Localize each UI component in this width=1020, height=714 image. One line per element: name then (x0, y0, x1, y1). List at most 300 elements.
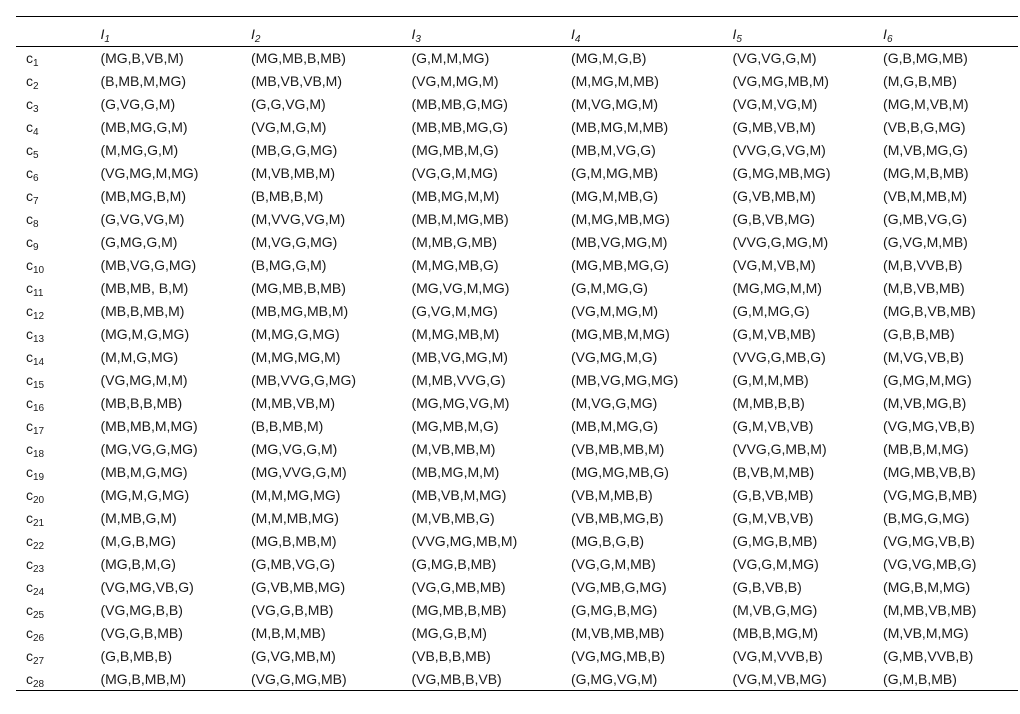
table-cell: (VG,MG,M,G) (570, 349, 658, 365)
table-row (16, 645, 1018, 668)
table-cell: (M,VVG,VG,M) (251, 211, 346, 227)
table-cell: (MG,M,B,MB) (883, 165, 969, 181)
table-row (16, 530, 1018, 553)
table-row (16, 392, 1018, 415)
table-row (16, 622, 1018, 645)
table-body (16, 47, 1018, 691)
table-cell: (G,M,VB,VB) (732, 418, 814, 434)
table-cell: (G,M,VB,VB) (732, 510, 814, 526)
table-cell: (G,MG,B,MG) (570, 602, 658, 618)
table-row (16, 254, 1018, 277)
row-label-symbol: c (26, 648, 33, 664)
row-label-subscript: 11 (33, 288, 44, 299)
row-label (16, 162, 100, 185)
table-cell: (B,MG,G,M) (251, 257, 327, 273)
table-cell: (G,MG,VG,M) (571, 668, 733, 691)
table-cell: (MB,MG,G,M) (100, 119, 188, 135)
row-label-symbol: c (26, 73, 33, 89)
table-cell: (G,B,MB,B) (100, 648, 173, 664)
row-label (16, 93, 100, 116)
table-cell: (M,M,MB,MG) (251, 510, 339, 526)
row-label (16, 47, 100, 70)
row-label (16, 392, 100, 415)
column-header-symbol: I (251, 26, 255, 42)
table-cell: (G,M,MG,MB) (570, 165, 659, 181)
table-cell: (VB,MB,MB,M) (570, 441, 665, 457)
table-row (16, 507, 1018, 530)
table-cell: (VG,M,VG,M) (732, 96, 818, 112)
table-cell: (VG,MG,VB,G) (100, 579, 194, 595)
row-label-symbol: c (26, 188, 33, 204)
table-cell: (MG,M,MB,G) (570, 188, 659, 204)
row-label (16, 484, 100, 507)
table-header (16, 17, 1018, 47)
column-header-subscript: 6 (886, 34, 893, 45)
table-cell: (MB,VG,MG,M) (411, 349, 508, 365)
table-cell: (MG,VVG,G,M) (251, 464, 347, 480)
table-cell: (VVG,MG,MB,M) (411, 533, 518, 549)
table-cell: (MG,VG,G,M) (251, 441, 338, 457)
table-cell: (MG,VG,M,MG) (411, 280, 510, 296)
row-label-symbol: c (26, 533, 33, 549)
table-cell: (MG,G,B,M) (411, 625, 487, 641)
table-cell: (G,G,VG,M) (251, 96, 326, 112)
table-cell: (VG,MB,B,VB) (411, 668, 571, 691)
table-cell: (M,MB,B,B) (732, 395, 805, 411)
table-cell: (G,M,M,MB) (732, 372, 809, 388)
row-label-symbol: c (26, 579, 33, 595)
row-label-subscript: 19 (33, 472, 45, 483)
table-cell: (G,VG,MB,M) (251, 648, 336, 664)
table-cell: (G,B,MG,MB) (883, 50, 968, 67)
table-cell: (VB,M,MB,B) (570, 487, 653, 503)
table-cell: (G,VG,M,MG) (411, 303, 498, 319)
row-label (16, 300, 100, 323)
row-label-subscript: 5 (33, 150, 39, 161)
table-cell: (VG,M,VVB,B) (732, 648, 823, 664)
table-cell: (M,VG,G,MG) (570, 395, 658, 411)
table-cell: (M,VB,MB,G) (411, 510, 495, 526)
table-cell: (VB,MB,MG,B) (570, 510, 664, 526)
table-cell: (G,VG,VG,M) (100, 211, 185, 227)
table-cell: (VG,G,MB,MB) (411, 579, 506, 595)
table-cell: (VB,B,B,MB) (411, 648, 491, 664)
table-row (16, 346, 1018, 369)
table-cell: (VG,MG,MB,M) (732, 73, 829, 89)
table-cell: (MB,B,B,MB) (100, 395, 183, 411)
table-cell: (VG,MG,VB,B) (883, 418, 975, 434)
table-cell: (B,MB,B,M) (251, 188, 324, 204)
table-cell: (M,MG,M,MB) (570, 73, 659, 89)
table-row (16, 70, 1018, 93)
table-cell: (VG,MG,B,B) (100, 602, 183, 618)
row-label-symbol: c (26, 349, 33, 365)
table-cell: (VG,M,G,M) (251, 119, 327, 135)
table-cell: (VG,MB,G,MG) (570, 579, 667, 595)
table-cell: (MG,MB,MG,G) (570, 257, 669, 273)
table-cell: (VG,M,VB,M) (732, 257, 816, 273)
table-cell: (MG,VG,G,MG) (100, 441, 198, 457)
table-cell: (M,B,M,MB) (251, 625, 326, 641)
table-cell: (VVG,G,MB,G) (732, 349, 826, 365)
table-row (16, 93, 1018, 116)
table-row (16, 461, 1018, 484)
table-cell: (M,VG,VB,B) (883, 349, 964, 365)
column-header-symbol: I (570, 26, 575, 42)
corner-cell (16, 17, 100, 47)
table-cell: (VG,G,B,MB) (100, 625, 183, 641)
row-label-subscript: 22 (33, 541, 45, 552)
table-cell: (MB,VG,MG,M) (570, 234, 668, 250)
row-label-subscript: 13 (33, 334, 45, 345)
row-label-symbol: c (26, 395, 33, 411)
table-cell: (VG,MG,VB,B) (883, 533, 975, 549)
column-header-symbol: I (411, 26, 416, 42)
table-cell: (M,MB,VB,M) (251, 395, 335, 411)
table-cell: (MG,M,VB,M) (883, 96, 969, 112)
row-label-subscript: 18 (33, 449, 45, 460)
table-cell: (VG,M,MG,M) (411, 73, 499, 89)
table-cell: (G,MG,G,M) (100, 234, 178, 250)
table-cell: (MB,MG,MB,M) (251, 303, 349, 319)
row-label-subscript: 10 (33, 265, 45, 276)
table-cell: (VG,M,VB,MG) (733, 668, 884, 691)
table-cell: (VB,B,G,MG) (883, 119, 966, 135)
table-cell: (G,MB,VG,G) (251, 556, 335, 572)
row-label-symbol: c (26, 441, 33, 457)
table-cell: (G,B,VB,B) (732, 579, 802, 595)
table-cell: (VG,G,B,MB) (251, 602, 334, 618)
table-row (16, 599, 1018, 622)
row-label (16, 185, 100, 208)
row-label (16, 599, 100, 622)
table-cell: (VB,M,MB,M) (883, 188, 968, 204)
column-header-symbol: I (883, 26, 887, 42)
row-label-subscript: 1 (33, 58, 39, 70)
row-label-symbol: c (26, 280, 33, 296)
column-header-subscript: 4 (574, 34, 581, 45)
table-row (16, 277, 1018, 300)
row-label-subscript: 20 (33, 495, 45, 506)
table-row (16, 323, 1018, 346)
table-row (16, 415, 1018, 438)
table-row (16, 484, 1018, 507)
row-label (16, 277, 100, 300)
header-row (16, 17, 1018, 47)
table-cell: (VG,MG,MB,B) (570, 648, 666, 664)
table-cell: (MG,MB,M,MG) (570, 326, 670, 342)
table-cell: (VVG,G,MG,M) (732, 234, 829, 250)
table-cell: (MB,MG,B,M) (100, 188, 186, 204)
column-header-i6 (883, 17, 1018, 47)
row-label-symbol: c (26, 602, 33, 618)
table-cell: (G,VG,G,M) (100, 96, 176, 112)
row-label-subscript: 3 (33, 104, 39, 115)
row-label (16, 645, 100, 668)
row-label-symbol: c (26, 625, 33, 641)
table-row (16, 576, 1018, 599)
table-cell: (MB,B,MG,M) (732, 625, 819, 641)
linguistic-ratings-table (16, 16, 1018, 691)
row-label-symbol: c (26, 119, 33, 135)
table-cell: (MB,B,MB,M) (100, 303, 185, 319)
table-row (16, 139, 1018, 162)
row-label-symbol: c (26, 142, 33, 158)
table-row (16, 116, 1018, 139)
table-row (16, 47, 1018, 70)
row-label-subscript: 2 (33, 81, 39, 92)
row-label-subscript: 6 (33, 173, 39, 184)
table-cell: (MB,MB,MG,G) (411, 119, 508, 135)
table-cell: (VVG,G,VG,M) (732, 142, 826, 158)
table-cell: (M,MG,MB,MG) (570, 211, 670, 227)
table-cell: (MG,MG,M,M) (732, 280, 822, 296)
table-cell: (MG,B,VB,M) (100, 50, 184, 67)
table-cell: (G,M,MG,G) (732, 303, 810, 319)
table-cell: (G,B,VB,MG) (732, 211, 815, 227)
row-label-subscript: 15 (33, 380, 45, 391)
table-cell: (M,M,G,MG) (100, 349, 179, 365)
row-label (16, 323, 100, 346)
table-cell: (G,M,VB,MB) (732, 326, 816, 342)
table-cell: (MG,B,M,G) (100, 556, 176, 572)
table-cell: (G,MG,B,MB) (732, 533, 818, 549)
table-cell: (MB,MB, B,M) (100, 280, 189, 296)
row-label (16, 70, 100, 93)
table-cell: (G,VG,M,MB) (883, 234, 968, 250)
row-label-symbol: c (26, 165, 33, 181)
table-cell: (MG,M,G,MG) (100, 326, 190, 342)
table-cell: (MB,VB,M,MG) (411, 487, 507, 503)
row-label-subscript: 25 (33, 610, 45, 621)
table-row (16, 668, 1018, 691)
row-label (16, 438, 100, 461)
table-row (16, 553, 1018, 576)
row-label-subscript: 21 (33, 518, 45, 529)
table-cell: (M,B,VB,MB) (883, 280, 965, 296)
table-cell: (MG,MB,B,MB) (411, 602, 507, 618)
row-label-symbol: c (26, 464, 33, 480)
table-cell: (B,B,MB,M) (251, 418, 324, 434)
table-cell: (M,B,VVB,B) (883, 257, 963, 273)
table-cell: (M,MG,MB,M) (411, 326, 500, 342)
table-cell: (MB,VB,VB,M) (251, 73, 343, 89)
table-row (16, 185, 1018, 208)
column-header-i3 (411, 17, 571, 47)
table-cell: (G,VB,MB,MG) (251, 579, 346, 595)
row-label-subscript: 14 (33, 357, 45, 368)
table-cell: (M,G,B,MG) (100, 533, 176, 549)
table-cell: (G,MB,VVB,B) (883, 648, 974, 664)
table-cell: (M,VB,MB,MB) (570, 625, 665, 641)
row-label (16, 576, 100, 599)
column-header-i4 (571, 17, 733, 47)
table-cell: (M,G,B,MB) (883, 73, 957, 89)
table-row (16, 162, 1018, 185)
table-cell: (MG,MB,B,MB) (251, 280, 346, 296)
column-header-subscript: 3 (415, 34, 421, 45)
row-label-subscript: 8 (33, 219, 39, 230)
table-cell: (M,MB,VVG,G) (411, 372, 506, 388)
table-cell: (MG,B,G,B) (570, 533, 645, 549)
table-row (16, 438, 1018, 461)
row-label-subscript: 17 (33, 426, 45, 437)
table-row (16, 231, 1018, 254)
row-label-symbol: c (26, 372, 33, 388)
table-cell: (MG,B,VB,MB) (883, 303, 976, 319)
column-header-symbol: I (100, 26, 105, 42)
row-label-subscript: 12 (33, 311, 45, 322)
table-cell: (MG,MG,VG,M) (411, 395, 510, 411)
table-cell: (MB,VVG,G,MG) (251, 372, 356, 388)
row-label-subscript: 28 (33, 678, 45, 690)
row-label-symbol: c (26, 211, 33, 227)
row-label-symbol: c (26, 510, 33, 526)
table-cell: (MB,MB,G,MG) (411, 96, 508, 112)
table-cell: (VG,G,M,MG) (732, 556, 819, 572)
row-label-subscript: 24 (33, 587, 45, 598)
table-cell: (B,VB,M,MB) (732, 464, 815, 480)
row-label (16, 231, 100, 254)
table-cell: (VG,MG,M,M) (100, 372, 188, 388)
row-label (16, 139, 100, 162)
table-cell: (MG,B,MB,M) (251, 533, 337, 549)
row-label (16, 254, 100, 277)
row-label (16, 461, 100, 484)
table-cell: (MG,M,G,MG) (100, 487, 190, 503)
row-label (16, 507, 100, 530)
row-label-subscript: 16 (33, 403, 45, 414)
row-label-symbol: c (26, 257, 33, 273)
table-cell: (MG,MB,B,MB) (251, 50, 346, 67)
table-cell: (M,VB,MG,B) (883, 395, 967, 411)
table-cell: (VG,G,M,MB) (570, 556, 656, 572)
table-cell: (G,M,MG,G) (570, 280, 648, 296)
table-cell: (M,MG,G,M) (100, 142, 179, 158)
table-cell: (B,MB,M,MG) (100, 73, 186, 89)
column-header-subscript: 2 (254, 34, 261, 45)
column-header-subscript: 1 (104, 34, 110, 45)
row-label (16, 553, 100, 576)
row-label-subscript: 23 (33, 564, 45, 575)
table-cell: (M,MG,MG,M) (251, 349, 341, 365)
row-label-symbol: c (26, 418, 33, 434)
row-label (16, 622, 100, 645)
row-label (16, 668, 100, 691)
row-label-symbol: c (26, 487, 33, 503)
row-label-symbol: c (26, 556, 33, 572)
table-cell: (M,MG,G,MG) (251, 326, 340, 342)
row-label-symbol: c (26, 96, 33, 112)
table-cell: (MG,MB,M,G) (411, 418, 499, 434)
table-cell: (VG,MG,M,MG) (100, 165, 199, 181)
table-cell: (VG,VG,MB,G) (883, 556, 977, 572)
column-header-symbol: I (732, 26, 737, 42)
table-cell: (M,MG,MB,G) (411, 257, 499, 273)
table-cell: (G,MG,MB,MG) (732, 165, 831, 181)
table-cell: (M,MB,G,M) (100, 510, 177, 526)
table-cell: (MB,M,MG,MB) (411, 211, 509, 227)
table-cell: (G,MB,VG,G) (883, 211, 968, 227)
row-label-symbol: c (26, 50, 33, 67)
row-label (16, 346, 100, 369)
row-label-subscript: 27 (33, 656, 45, 667)
table-cell: (M,VG,G,MG) (251, 234, 338, 250)
table-cell: (B,MG,G,MG) (883, 510, 970, 526)
table-cell: (MG,B,MB,M) (100, 668, 251, 691)
table-cell: (M,VB,G,MG) (732, 602, 818, 618)
row-label-subscript: 7 (33, 196, 39, 207)
table-row (16, 208, 1018, 231)
table-cell: (G,MB,VB,M) (732, 119, 816, 135)
row-label-symbol: c (26, 303, 33, 319)
row-label-symbol: c (26, 670, 33, 687)
row-label (16, 530, 100, 553)
table-row (16, 369, 1018, 392)
row-label-subscript: 4 (33, 127, 39, 138)
row-label (16, 208, 100, 231)
table-cell: (MB,MG,M,MB) (570, 119, 669, 135)
table-cell: (MG,MB,VB,B) (883, 464, 976, 480)
table-cell: (VG,VG,G,M) (732, 50, 817, 67)
row-label-subscript: 9 (33, 242, 39, 253)
table-cell: (MB,MB,M,MG) (100, 418, 198, 434)
table-cell: (G,B,B,MB) (883, 326, 955, 342)
table-cell: (M,VB,MB,M) (411, 441, 496, 457)
row-label-subscript: 26 (33, 633, 45, 644)
table-cell: (M,VB,MB,M) (251, 165, 335, 181)
table-cell: (MB,M,G,MG) (100, 464, 188, 480)
table-cell: (MB,G,G,MG) (251, 142, 338, 158)
table-cell: (G,MG,M,MG) (883, 372, 972, 388)
table-cell: (M,VG,MG,M) (570, 96, 659, 112)
table-row (16, 300, 1018, 323)
table-cell: (M,MB,VB,MB) (883, 602, 977, 618)
row-label (16, 116, 100, 139)
table-cell: (VG,MG,B,MB) (883, 487, 978, 503)
table-cell: (VG,M,MG,M) (570, 303, 659, 319)
row-label-symbol: c (26, 234, 33, 250)
row-label-symbol: c (26, 326, 33, 342)
table-cell: (M,M,MG,MG) (251, 487, 341, 503)
table-cell: (MB,M,MG,G) (570, 418, 659, 434)
table-cell: (M,MB,G,MB) (411, 234, 498, 250)
table-cell: (MG,M,G,B) (570, 50, 647, 67)
column-header-i5 (733, 17, 884, 47)
table-cell: (MG,MB,M,G) (411, 142, 499, 158)
table-cell: (G,VB,MB,M) (732, 188, 816, 204)
column-header-i2 (251, 17, 411, 47)
row-label (16, 415, 100, 438)
table-cell: (M,VB,MG,G) (883, 142, 968, 158)
table-cell: (MB,B,M,MG) (883, 441, 969, 457)
table-cell: (MB,M,VG,G) (570, 142, 656, 158)
table-cell: (MB,VG,G,MG) (100, 257, 197, 273)
table-cell: (VG,G,MG,MB) (251, 668, 411, 691)
table-cell: (MB,MG,M,M) (411, 188, 500, 204)
table-cell: (G,B,VB,MB) (732, 487, 814, 503)
row-label (16, 369, 100, 392)
table-cell: (MG,B,M,MG) (883, 579, 971, 595)
table-cell: (G,MG,B,MB) (411, 556, 497, 572)
table-cell: (M,VB,M,MG) (883, 625, 969, 641)
table-cell: (VG,G,M,MG) (411, 165, 498, 181)
table-cell: (G,M,M,MG) (411, 50, 490, 67)
table-cell: (VVG,G,MB,M) (732, 441, 827, 457)
table-cell: (MB,MG,M,M) (411, 464, 500, 480)
table-cell: (MG,MG,MB,G) (570, 464, 669, 480)
column-header-i1 (100, 17, 251, 47)
